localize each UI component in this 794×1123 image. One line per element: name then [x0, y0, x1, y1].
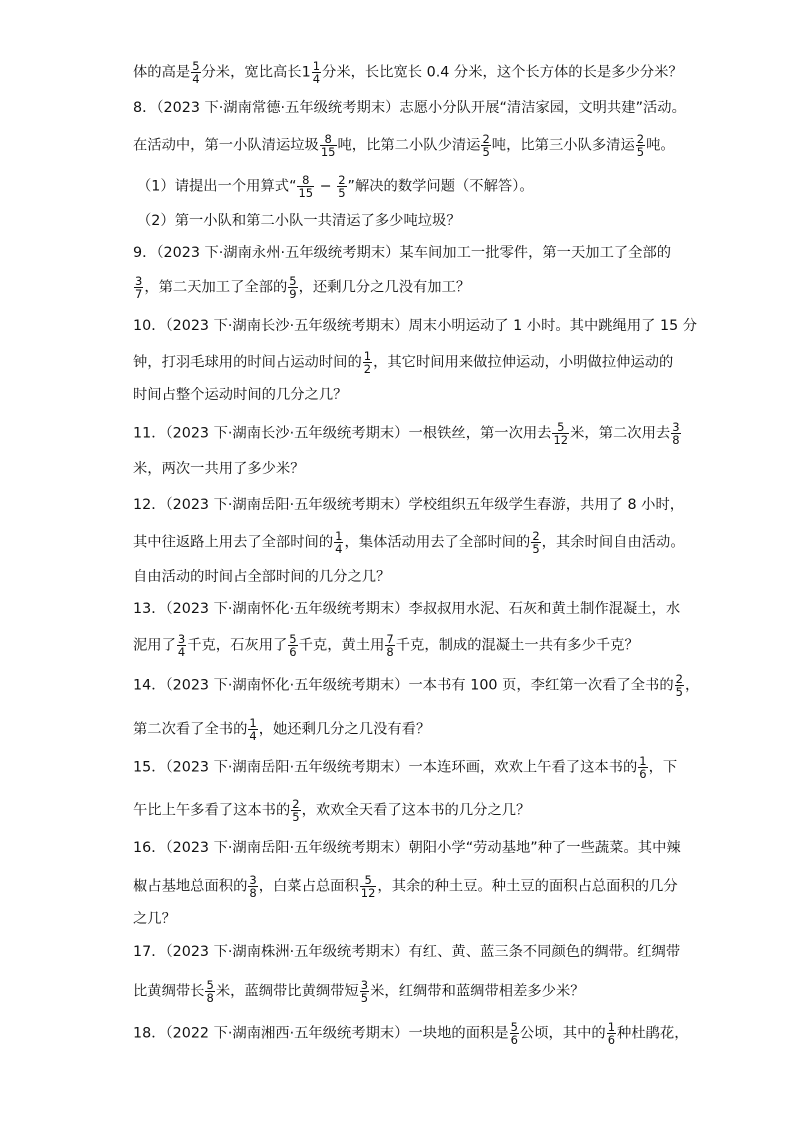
text-run: 千克，石灰用了 [187, 637, 288, 654]
text-line [133, 798, 754, 823]
text-line [133, 275, 754, 300]
text-run: ，下 [648, 759, 678, 776]
text-run: 17．（2023 下·湖南株洲·五年级统考期末）有红、黄、蓝三条不同颜色的绸带。红绸带 [133, 944, 681, 960]
fraction-denominator: 5 [675, 685, 683, 699]
fraction [552, 421, 569, 446]
fraction [205, 979, 214, 1004]
fraction-numerator: 3 [672, 420, 680, 434]
text-line [133, 60, 754, 85]
text-run: 米，蓝绸带比黄绸带短 [215, 983, 359, 1000]
fraction-denominator: 5 [532, 542, 540, 556]
fraction-numerator: 8 [324, 132, 332, 146]
fraction-numerator: 1 [312, 59, 321, 73]
fraction-denominator: 2 [363, 362, 372, 376]
text-run: 千克，黄土用 [298, 637, 385, 654]
fraction-numerator: 5 [192, 59, 200, 73]
fraction-numerator: 5 [289, 274, 297, 288]
text-line [133, 717, 754, 742]
text-line [133, 633, 754, 658]
text-line [133, 458, 754, 480]
text-line [133, 941, 754, 963]
fraction-numerator: 2 [482, 132, 490, 146]
text-run: ， [684, 677, 700, 694]
text-line [133, 384, 754, 406]
text-run: 8．（2023 下·湖南常德·五年级统考期末）志愿小分队开展“清洁家园，文明共建”活动。 [133, 100, 686, 116]
text-run: 米，第二次用去 [570, 425, 671, 442]
fraction [291, 798, 300, 823]
text-line [133, 755, 754, 780]
fraction-denominator: 6 [639, 767, 647, 781]
fraction [385, 633, 394, 658]
text-line [133, 350, 754, 375]
fraction-denominator: 4 [335, 542, 343, 556]
text-run: 吨，比第二小队少清运 [337, 137, 481, 154]
text-run: 椒占基地总面积的 [133, 878, 248, 895]
text-run: 15．（2023 下·湖南岳阳·五年级统考期末）一本连环画，欢欢上午看了这本书的 [133, 759, 638, 776]
text-line [133, 242, 754, 264]
fraction-denominator: 9 [289, 287, 297, 301]
text-run: 泥用了 [133, 637, 176, 654]
text-run: 第二次看了全书的 [133, 721, 248, 738]
text-run: 比黄绸带长 [133, 983, 205, 1000]
text-run: 时间占整个运动时间的几分之几？ [133, 387, 348, 403]
fraction-denominator: 5 [360, 991, 369, 1005]
text-run: ，集体活动用去了全部时间的 [344, 534, 531, 551]
fraction [248, 717, 257, 742]
fraction-numerator: 1 [607, 1020, 616, 1034]
text-line [133, 530, 754, 555]
text-line [133, 133, 754, 158]
text-line [133, 979, 754, 1004]
fraction-denominator: 4 [177, 645, 186, 659]
fraction [360, 874, 377, 899]
fraction-denominator: 4 [249, 729, 257, 743]
text-run: 其中往返路上用去了全部时间的 [133, 534, 334, 551]
fraction-numerator: 2 [532, 529, 540, 543]
text-run: ，其它时间用来做拉伸运动，小明做拉伸运动的 [373, 354, 674, 371]
text-run: 10．（2023 下·湖南长沙·五年级统考期末）周末小明运动了 1 小时。其中跳绳用了 15 分 [133, 318, 698, 334]
fraction-numerator: 2 [338, 173, 346, 187]
fraction [177, 633, 186, 658]
fraction-numerator: 2 [675, 672, 683, 686]
fraction [134, 275, 143, 300]
fraction-denominator: 12 [553, 433, 569, 447]
fraction [481, 133, 490, 158]
text-line [133, 908, 754, 930]
text-run: 钟，打羽毛球用的时间占运动时间的 [133, 354, 362, 371]
text-line [133, 673, 754, 698]
fraction-denominator: 5 [482, 145, 490, 159]
fraction-denominator: 8 [249, 886, 257, 900]
text-run: ，欢欢全天看了这本书的几分之几？ [301, 802, 531, 819]
fraction [607, 1021, 616, 1046]
fraction [510, 1021, 519, 1046]
text-run: 米，红绸带和蓝绸带相差多少米？ [370, 983, 585, 1000]
fraction-numerator: 7 [386, 632, 394, 646]
fraction-denominator: 6 [607, 1033, 616, 1047]
text-run: 1 [301, 64, 311, 81]
fraction [297, 174, 314, 199]
fraction [312, 60, 321, 85]
fraction [671, 421, 680, 446]
fraction-numerator: 5 [510, 1020, 518, 1034]
text-line [133, 837, 754, 859]
text-run: ”解决的数学问题（不解答）。 [347, 178, 534, 195]
fraction-numerator: 3 [135, 274, 143, 288]
text-run: 13．（2023 下·湖南怀化·五年级统考期末）李叔叔用水泥、石灰和黄土制作混凝土，水 [133, 601, 681, 617]
fraction-numerator: 3 [249, 873, 257, 887]
fraction [334, 530, 343, 555]
text-run: 分米，长比宽长 0.4 分米，这个长方体的长是多少分米？ [322, 64, 683, 81]
fraction-denominator: 8 [672, 433, 680, 447]
text-line [133, 874, 754, 899]
fraction-denominator: 15 [320, 145, 336, 159]
text-run: 千克，制成的混凝土一共有多少千克？ [395, 637, 639, 654]
fraction-numerator: 1 [335, 529, 343, 543]
text-run: 之几？ [133, 911, 176, 927]
fraction-denominator: 5 [636, 145, 645, 159]
fraction [320, 133, 337, 158]
fraction-numerator: 8 [302, 173, 310, 187]
text-run: − [315, 178, 337, 195]
text-run: 16．（2023 下·湖南岳阳·五年级统考期末）朝阳小学“劳动基地”种了一些蔬菜。其中辣 [133, 840, 681, 856]
text-run: 11．（2023 下·湖南长沙·五年级统考期末）一根铁丝，第一次用去 [133, 425, 552, 442]
fraction-numerator: 3 [177, 632, 186, 646]
text-run: 吨。 [646, 137, 675, 154]
text-run: ，其余时间自由活动。 [541, 534, 685, 551]
text-run: 午比上午多看了这本书的 [133, 802, 291, 819]
text-line [133, 494, 754, 516]
text-line [133, 566, 754, 588]
text-line [137, 210, 754, 232]
text-run: 18．（2022 下·湖南湘西·五年级统考期末）一块地的面积是 [133, 1025, 509, 1042]
text-run: 体的高是 [133, 64, 191, 81]
text-run: 吨，比第三小队多清运 [491, 137, 635, 154]
fraction-numerator: 1 [249, 716, 257, 730]
fraction-denominator: 5 [292, 810, 300, 824]
fraction-denominator: 6 [289, 645, 297, 659]
text-run: 14．（2023 下·湖南怀化·五年级统考期末）一本书有 100 页，李红第一次看了全书的 [133, 677, 674, 694]
fraction [191, 60, 200, 85]
fraction-numerator: 2 [636, 132, 645, 146]
text-run: 种杜鹃花， [617, 1025, 689, 1042]
fraction [337, 174, 346, 199]
text-line [133, 598, 754, 620]
text-run: ，她还剩几分之几没有看？ [258, 721, 431, 738]
fraction-numerator: 5 [364, 873, 372, 887]
fraction [288, 275, 297, 300]
fraction-denominator: 15 [298, 186, 314, 200]
text-line [137, 174, 754, 199]
fraction [531, 530, 540, 555]
fraction-numerator: 5 [557, 420, 565, 434]
fraction-denominator: 4 [192, 72, 200, 86]
fraction [360, 979, 369, 1004]
text-run: 12．（2023 下·湖南岳阳·五年级统考期末）学校组织五年级学生春游，共用了 8 小时， [133, 497, 685, 513]
fraction-denominator: 8 [206, 991, 214, 1005]
text-run: ，白菜占总面积 [258, 878, 359, 895]
text-run: 公顷，其中的 [519, 1025, 606, 1042]
text-run: 在活动中，第一小队清运垃圾 [133, 137, 319, 154]
text-run: （1）请提出一个用算式“ [137, 178, 297, 195]
text-line [133, 1021, 754, 1046]
text-line [133, 421, 754, 446]
text-run: （2）第一小队和第二小队一共清运了多少吨垃圾？ [137, 213, 461, 229]
fraction-denominator: 5 [338, 186, 346, 200]
fraction [638, 755, 647, 780]
text-run: 分米，宽比高长 [201, 64, 302, 81]
fraction-numerator: 1 [639, 754, 647, 768]
text-run: 自由活动的时间占全部时间的几分之几？ [133, 569, 391, 585]
text-run: 9．（2023 下·湖南永州·五年级统考期末）某车间加工一批零件，第一天加工了全部的 [133, 245, 672, 261]
text-run: ，还剩几分之几没有加工？ [298, 279, 471, 296]
text-run: ，其余的种土豆。种土豆的面积占总面积的几分 [377, 878, 678, 895]
text-line [133, 97, 754, 119]
fraction-numerator: 1 [363, 349, 372, 363]
fraction [675, 673, 684, 698]
fraction-denominator: 8 [386, 645, 394, 659]
fraction [288, 633, 297, 658]
fraction-numerator: 5 [206, 978, 214, 992]
fraction-denominator: 7 [135, 287, 143, 301]
fraction-numerator: 2 [292, 797, 300, 811]
text-run: 米，两次一共用了多少米？ [133, 461, 305, 477]
text-line [133, 315, 754, 337]
fraction-numerator: 5 [289, 632, 297, 646]
fraction-denominator: 4 [312, 72, 321, 86]
fraction-numerator: 3 [360, 978, 369, 992]
text-run: ，第二天加工了全部的 [144, 279, 288, 296]
fraction [636, 133, 645, 158]
fraction [363, 350, 372, 375]
fraction-denominator: 6 [510, 1033, 518, 1047]
fraction-denominator: 12 [360, 886, 376, 900]
fraction [248, 874, 257, 899]
